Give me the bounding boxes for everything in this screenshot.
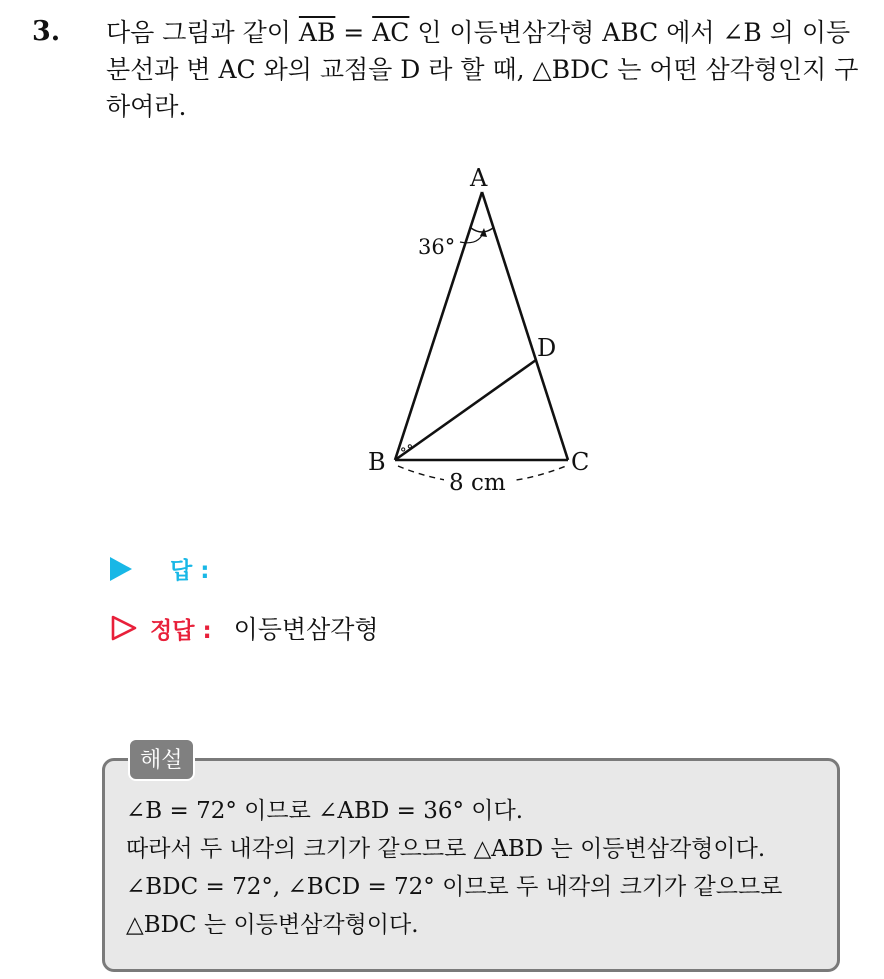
bisector-angle-marks: ∘∘ bbox=[395, 436, 417, 459]
correct-answer-value: 이등변삼각형 bbox=[233, 615, 379, 644]
triangle-figure bbox=[340, 150, 640, 510]
segment-ab: $\overline{AB}$ bbox=[298, 18, 336, 47]
question-number: 3. bbox=[32, 16, 61, 47]
answer-label: 답 : bbox=[170, 558, 210, 584]
side-ac bbox=[482, 192, 568, 460]
vertex-label-a: A bbox=[470, 164, 488, 192]
vertex-label-d: D bbox=[537, 334, 557, 362]
equals-sign: = bbox=[335, 18, 373, 47]
angle-label: 36° bbox=[418, 235, 456, 259]
vertex-label-c: C bbox=[571, 448, 590, 476]
base-length-label: 8 cm bbox=[449, 470, 506, 496]
explanation-text bbox=[126, 792, 782, 944]
question-text-pre: 다음 그림과 같이 bbox=[106, 18, 299, 47]
play-triangle-icon bbox=[110, 557, 132, 581]
explanation-line: △BDC 는 이등변삼각형이다. bbox=[126, 912, 419, 938]
segment-ac: $\overline{AC}$ bbox=[372, 18, 410, 47]
correct-answer-row bbox=[110, 610, 379, 646]
vertex-label-b: B bbox=[368, 448, 386, 476]
side-ab bbox=[395, 192, 482, 460]
explanation-line: ∠BDC = 72°, ∠BCD = 72° 이므로 두 내각의 크기가 같으므로 bbox=[126, 874, 783, 900]
question-text bbox=[106, 14, 866, 125]
explanation-tab: 해설 bbox=[128, 738, 195, 781]
explanation-line: ∠B = 72° 이므로 ∠ABD = 36° 이다. bbox=[126, 798, 524, 824]
correct-answer-label: 정답 : bbox=[150, 617, 212, 644]
answer-row bbox=[110, 552, 209, 585]
question-text-post: 인 이등변삼각형 ABC 에서 ∠B 의 이등분선과 변 AC 와의 교점을 D 라 할 때, △BDC 는 어떤 삼각형인지 구하여라. bbox=[106, 18, 859, 121]
outline-triangle-icon bbox=[110, 614, 138, 642]
bisector-bd bbox=[395, 360, 536, 460]
apex-angle-arc bbox=[471, 228, 493, 232]
explanation-line: 따라서 두 내각의 크기가 같으므로 △ABD 는 이등변삼각형이다. bbox=[126, 836, 766, 862]
